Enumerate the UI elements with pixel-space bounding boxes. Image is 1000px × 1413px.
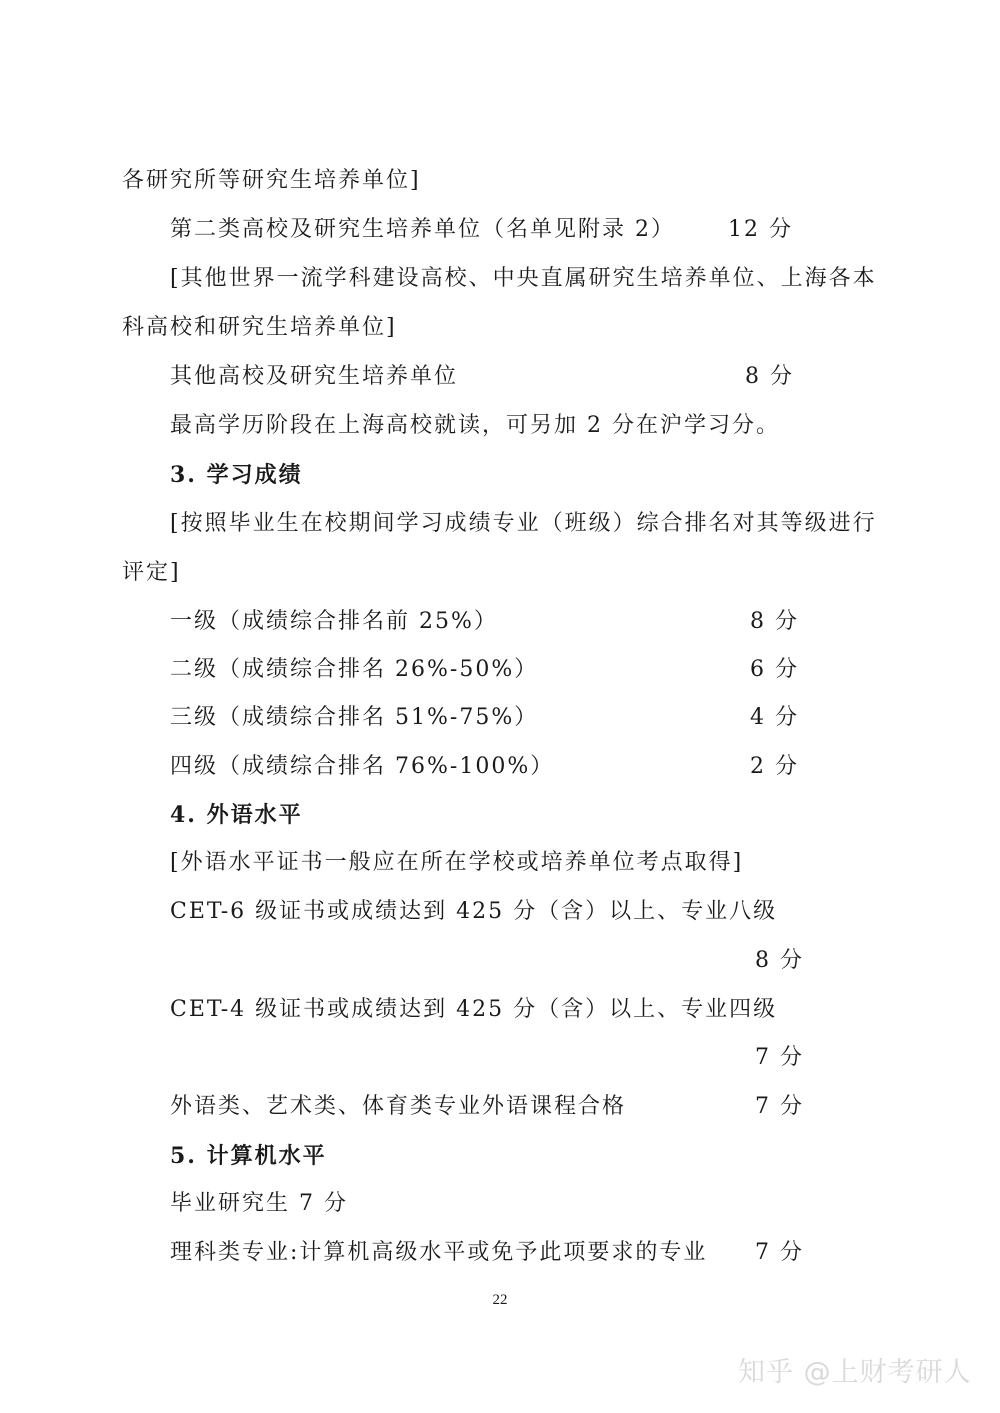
text: [外语水平证书一般应在所在学校或培养单位考点取得] [170,850,744,875]
heading-foreign-language [0,795,1000,835]
score: 7 分 [755,1045,804,1070]
score: 7 分 [755,1094,804,1119]
line-shanghai-bonus [0,406,1000,446]
text: CET-6 级证书或成绩达到 425 分（含）以上、专业八级 [170,899,778,924]
score: 2 分 [750,754,799,779]
line-grade-2 [0,650,1000,690]
line-grade-1 [0,602,1000,642]
text: 理科类专业:计算机高级水平或免予此项要求的专业 [170,1240,708,1265]
line-graduate-students [0,1184,1000,1224]
line-cet6 [0,892,1000,932]
score: 6 分 [750,657,799,682]
section-heading: 4. 外语水平 [170,802,303,828]
text: 一级（成绩综合排名前 25%） [170,609,498,634]
line-science-majors [0,1233,1000,1273]
score: 7 分 [755,1240,804,1265]
line-language-majors [0,1087,1000,1127]
text: 各研究所等研究生培养单位] [122,168,421,193]
section-heading: 3. 学习成绩 [170,462,303,488]
page-number: 22 [492,1292,508,1308]
line-other-institutes [0,357,1000,397]
line-cet4-score [0,1038,1000,1078]
line-cet4 [0,990,1000,1030]
text: 三级（成绩综合排名 51%-75%） [170,705,539,730]
line-category-2 [0,210,1000,250]
text: CET-4 级证书或成绩达到 425 分（含）以上、专业四级 [170,997,778,1022]
line-grade-3 [0,698,1000,738]
text: 毕业研究生 7 分 [170,1191,348,1216]
text: 外语类、艺术类、体育类专业外语课程合格 [170,1094,627,1119]
text: 二级（成绩综合排名 26%-50%） [170,657,539,682]
heading-academic-performance [0,455,1000,495]
section-heading: 5. 计算机水平 [170,1143,327,1169]
text: 科高校和研究生培养单位] [122,315,397,340]
line-ranking-note-cont [0,553,1000,593]
score: 4 分 [750,705,799,730]
text: 四级（成绩综合排名 76%-100%） [170,754,555,779]
line-cet6-score [0,941,1000,981]
score: 12 分 [728,217,793,242]
line-ranking-note [0,504,1000,544]
score: 8 分 [755,948,804,973]
score: 8 分 [750,609,799,634]
score: 8 分 [745,364,794,389]
text: [按照毕业生在校期间学习成绩专业（班级）综合排名对其等级进行 [170,511,877,536]
text: 第二类高校及研究生培养单位（名单见附录 2） [170,217,675,242]
line-continuation-institutes [0,161,1000,201]
line-category-2-note-cont [0,308,1000,348]
text: 最高学历阶段在上海高校就读，可另加 2 分在沪学习分。 [170,413,780,438]
line-language-note [0,843,1000,883]
text: [其他世界一流学科建设高校、中央直属研究生培养单位、上海各本 [170,266,877,291]
text: 其他高校及研究生培养单位 [170,364,459,389]
line-category-2-note [0,259,1000,299]
heading-computer-skills [0,1136,1000,1176]
watermark: 知乎 @上财考研人 [738,1357,972,1388]
text: 评定] [122,560,181,585]
line-grade-4 [0,747,1000,787]
